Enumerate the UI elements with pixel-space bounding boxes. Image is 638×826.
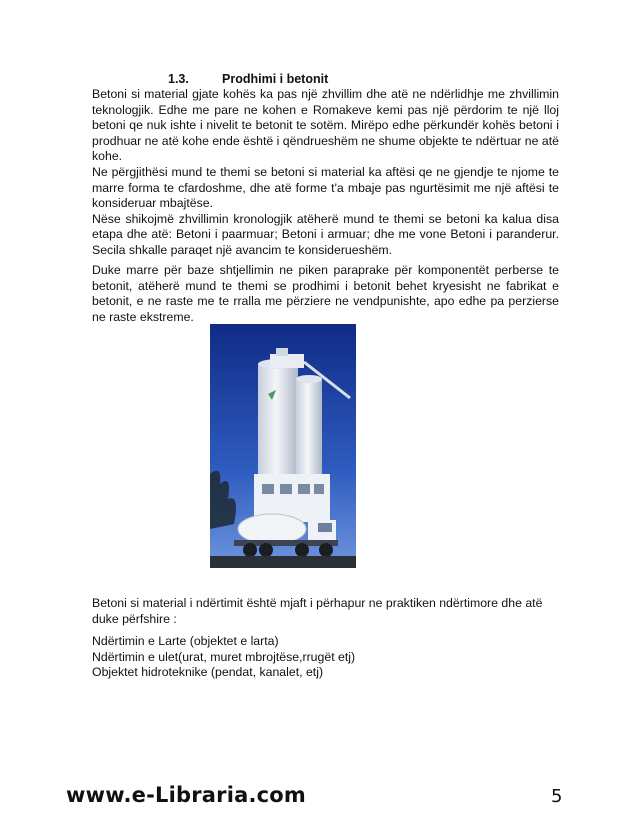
website-link[interactable]: www.e-Libraria.com [66, 783, 306, 807]
paragraph-production: Duke marre për baze shtjellimin ne piken paraprake për komponentët perberse te betonit, atëherë mund te themi se prodhimi i betonit behet kryesisht ne fabrikat e betonit, e ne raste me te rralla me përziere ne vendpunishte, apo edhe pa perzierse ne raste ekstreme. [92, 263, 559, 324]
production-text-block [92, 263, 559, 325]
section-number: 1.3. [168, 72, 189, 86]
concrete-plant-photo [210, 324, 356, 568]
page-number: 5 [551, 786, 563, 807]
paragraph-properties: Ne përgjithësi mund te themi se betoni si material ka aftësi qe ne gjendje te njome te marre forma te cfardoshme, dhe atë forme t'a mbaje pas ngurtësimit me një aftësi te konsideruar mbajtëse. [92, 164, 559, 211]
concrete-plant-image [210, 324, 356, 568]
section-heading [168, 72, 328, 86]
list-item: Ndërtimin e Larte (objektet e larta) [92, 634, 279, 648]
section-title: Prodhimi i betonit [222, 72, 329, 86]
intro-text-block [92, 87, 559, 259]
paragraph-chronology: Nëse shikojmë zhvillimin kronologjik atëherë mund te themi se betoni ka kalua disa etapa dhe atë: Betoni i paarmuar; Betoni i armuar; dhe me vone Betoni i paranderur. Secila shkalle paraqet një avancim te konsiderueshëm. [92, 211, 559, 257]
list-item: Objektet hidroteknike (pendat, kanalet, etj) [92, 665, 324, 680]
paragraph-usage: Betoni si material i ndërtimit është mjaft i përhapur ne praktiken ndërtimore dhe atë duke përfshire : [92, 596, 543, 626]
list-item: Ndërtimin e ulet(urat, muret mbrojtëse,rrugët etj) [92, 649, 356, 664]
usage-list [92, 634, 355, 681]
usage-text-block [92, 596, 559, 627]
paragraph-history: Betoni si material gjate kohës ka pas një zhvillim dhe atë ne ndërlidhje me zhvillimin teknologjik. Edhe me pare ne kohen e Romakeve kemi pas një përdorim te një lloj betoni qe nuk ishte i nivelit te betonit te sotëm. Mirëpo edhe përkundër kohës betoni i prodhuar ne atë kohe ende është i qëndrueshëm ne shume objekte te ndërtuar ne atë kohe. [92, 87, 559, 164]
